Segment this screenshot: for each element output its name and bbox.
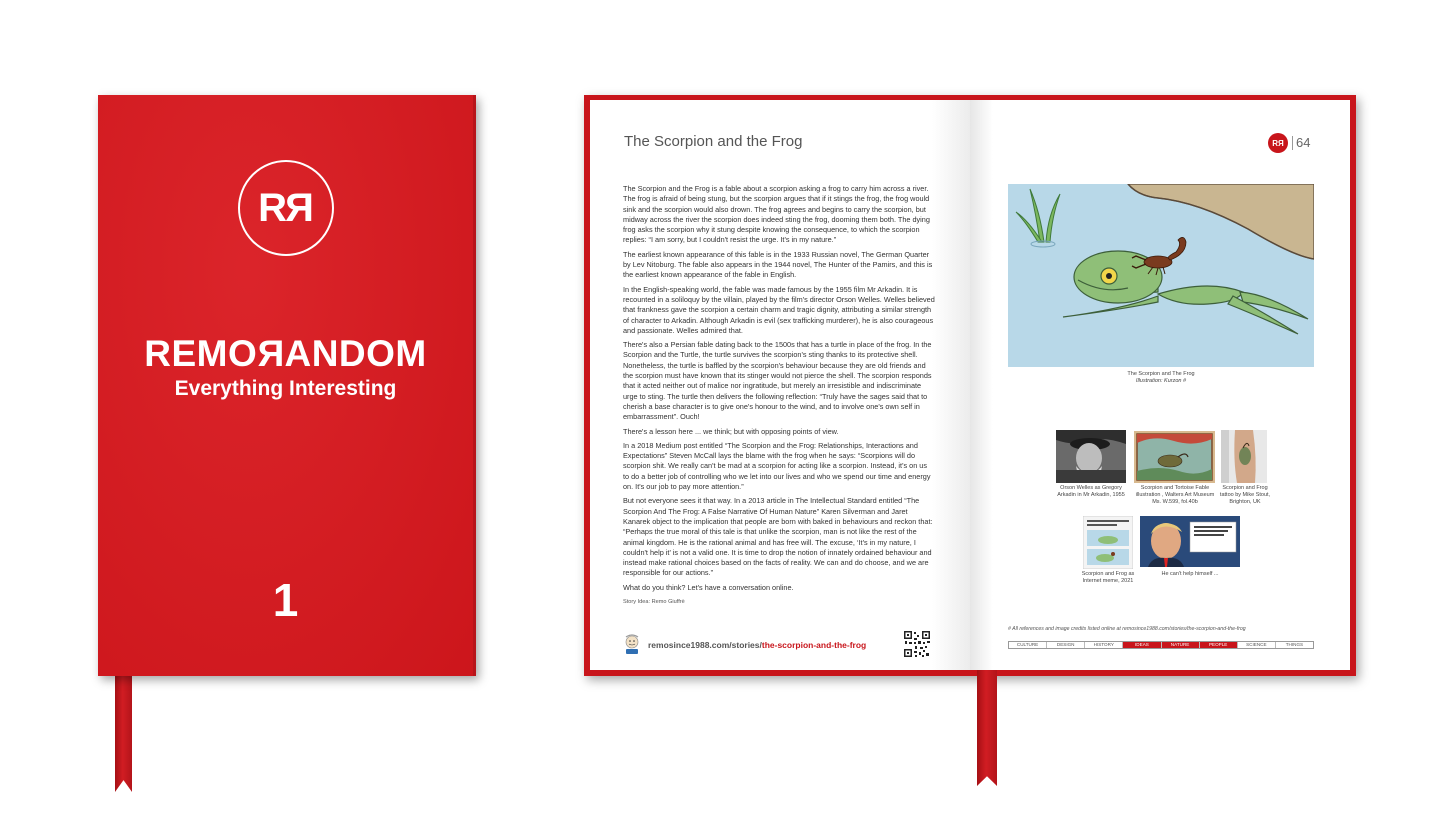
category-ideas[interactable]: IDEAS <box>1123 642 1161 648</box>
references-note: # All references and image credits listed online at remosince1988.com/stories/the-scorpion-and-the-frog <box>1008 626 1246 632</box>
thumb-caption: Scorpion and Frog as Internet meme, 2021 <box>1081 571 1135 584</box>
closed-book-cover <box>98 95 476 676</box>
cover-subtitle: Everything Interesting <box>174 377 397 400</box>
paragraph: But not everyone sees it that way. In a 2013 article in The Intellectual Standard entitled “The Scorpion And The Frog: A False Narrative Of Human Nature” Karen Silverman and Jaret Kanarek object to the implication that people are born with baked in behaviours and reckon that: “Perhaps the true moral of this tale is that unlike the scorpion, man is not like the rest of the animal kingdom. He is the rational animal and has free will. The excuse, ‘It's in my nature, I couldn't help it’ is not a valid one. It is time to drop the notion of innately ordained behaviour and instead make rational choices based on the facts of reality. We can and do choose, and we are responsible for our actions.” <box>623 496 933 578</box>
paragraph: In a 2018 Medium post entitled “The Scorpion and the Frog: Relationships, Interactions and Expectations” Steven McCall lays the blame with the frog when he says: “Scorpions will do scorpion shit. We really can't be mad at a scorpion for acting like a scorpion. Instead, it's on us to do a better job of controlling who we let into our lives and who we spend our time and energy on. It's our job to pay more attention.” <box>623 440 931 492</box>
category-things[interactable]: THINGS <box>1285 642 1304 647</box>
internet-meme-image <box>1083 516 1133 569</box>
paragraph: What do you think? Let's have a conversation online. <box>623 582 794 592</box>
remo-mascot-icon <box>622 634 642 656</box>
scorpion-frog-illustration <box>1008 184 1314 367</box>
thumb-caption: He can't help himself ... <box>1161 571 1219 577</box>
orson-welles-photo <box>1056 430 1126 483</box>
page-header <box>1268 133 1310 153</box>
main-illustration-caption <box>1008 371 1314 385</box>
category-history[interactable]: HISTORY <box>1085 642 1123 648</box>
tattoo-photo <box>1221 430 1267 483</box>
page-number: 64 <box>1292 136 1310 150</box>
category-design[interactable]: DESIGN <box>1047 642 1085 648</box>
rr-logo-icon: R R <box>1268 133 1288 153</box>
paragraph: There's a lesson here ... we think; but with opposing points of view. <box>623 426 839 436</box>
thumb-caption: Scorpion and Frog tattoo by Mike Stout, Brighton, UK <box>1219 485 1271 505</box>
category-culture[interactable]: CULTURE <box>1009 642 1047 648</box>
paragraph: The Scorpion and the Frog is a fable about a scorpion asking a frog to carry him across a river. The frog is afraid of being stung, but the scorpion argues that if it stings the frog, the frog would sink and the scorpion would also drown. The frog agrees and begins to carry the scorpion, but midway across the river the scorpion does indeed sting the frog, dooming them both. The dying frog asks the scorpion why it stung despite knowing the consequence, to which the scorpion replies: “I am sorry, but I couldn't resist the urge. It's in my nature.” <box>623 184 930 245</box>
caption-line: Illustration: Kurzon # <box>1135 378 1187 384</box>
category-bar <box>1008 641 1314 649</box>
right-page <box>970 100 1350 670</box>
bookmark-ribbon-left <box>115 660 132 792</box>
category-science[interactable]: SCIENCE <box>1238 642 1276 648</box>
bookmark-ribbon-right <box>977 664 997 786</box>
story-credit: Story Idea: Remo Giuffrè <box>623 598 685 605</box>
page-footer <box>622 630 934 660</box>
qr-code-icon <box>903 630 931 658</box>
caption-line: The Scorpion and The Frog <box>1127 371 1195 377</box>
article-body <box>623 184 935 611</box>
issue-number: 1 <box>272 574 299 626</box>
cover-title: REMORANDOM <box>144 333 427 374</box>
rr-logo-icon: R R <box>238 160 334 256</box>
paragraph: The earliest known appearance of this fable is in the 1933 Russian novel, The German Quarter by Lev Nitoburg. The fable also appears in the 1944 novel, The Hunter of the Pamirs, and this is the earliest known appearance of the fable in English. <box>623 249 933 280</box>
left-page <box>590 100 970 670</box>
category-nature[interactable]: NATURE <box>1162 642 1200 648</box>
tortoise-fable-manuscript <box>1134 431 1215 483</box>
paragraph: In the English-speaking world, the fable was made famous by the 1955 film Mr Arkadin. It is recounted in a soliloquy by the villain, played by the film's director Orson Welles. Welles believed that frankness gave the scorpion a certain charm and tragic dignity, attributing a similar strength of character to Arkadin. Although Arkadin is evil (sex trafficking murderer), he is also courageous and passionate. Welles admired that. <box>623 284 935 335</box>
paragraph: There's also a Persian fable dating back to the 1500s that has a turtle in place of the frog. In the Scorpion and the Turtle, the turtle survives the scorpion's sting thanks to its protective shell. Nonetheless, the turtle is baffled by the scorpion's behaviour because they are old friends and the scorpion must have known that its stinger would not pierce the shell. The scorpion responds that it acted neither out of malice nor ingratitude, but merely an irresistible and indiscriminate urge to sting. The turtle then delivers the following reflection: “Truly have the sages said that to cherish a base character is to give one's honour to the wind, and to involve one's own self in embarrassment”. Ouch! <box>623 340 932 422</box>
thumb-caption: Orson Welles as Gregory Arkadin in Mr Arkadin, 1955 <box>1057 485 1125 498</box>
trump-news-image <box>1140 516 1240 567</box>
category-people[interactable]: PEOPLE <box>1200 642 1238 648</box>
story-link[interactable]: remosince1988.com/stories/the-scorpion-and-the-frog <box>648 640 867 650</box>
thumb-caption: Scorpion and Tortoise Fable illustration , Walters Art Museum Ms. W.599, fol.40b <box>1135 485 1215 505</box>
article-title: The Scorpion and the Frog <box>624 133 803 150</box>
